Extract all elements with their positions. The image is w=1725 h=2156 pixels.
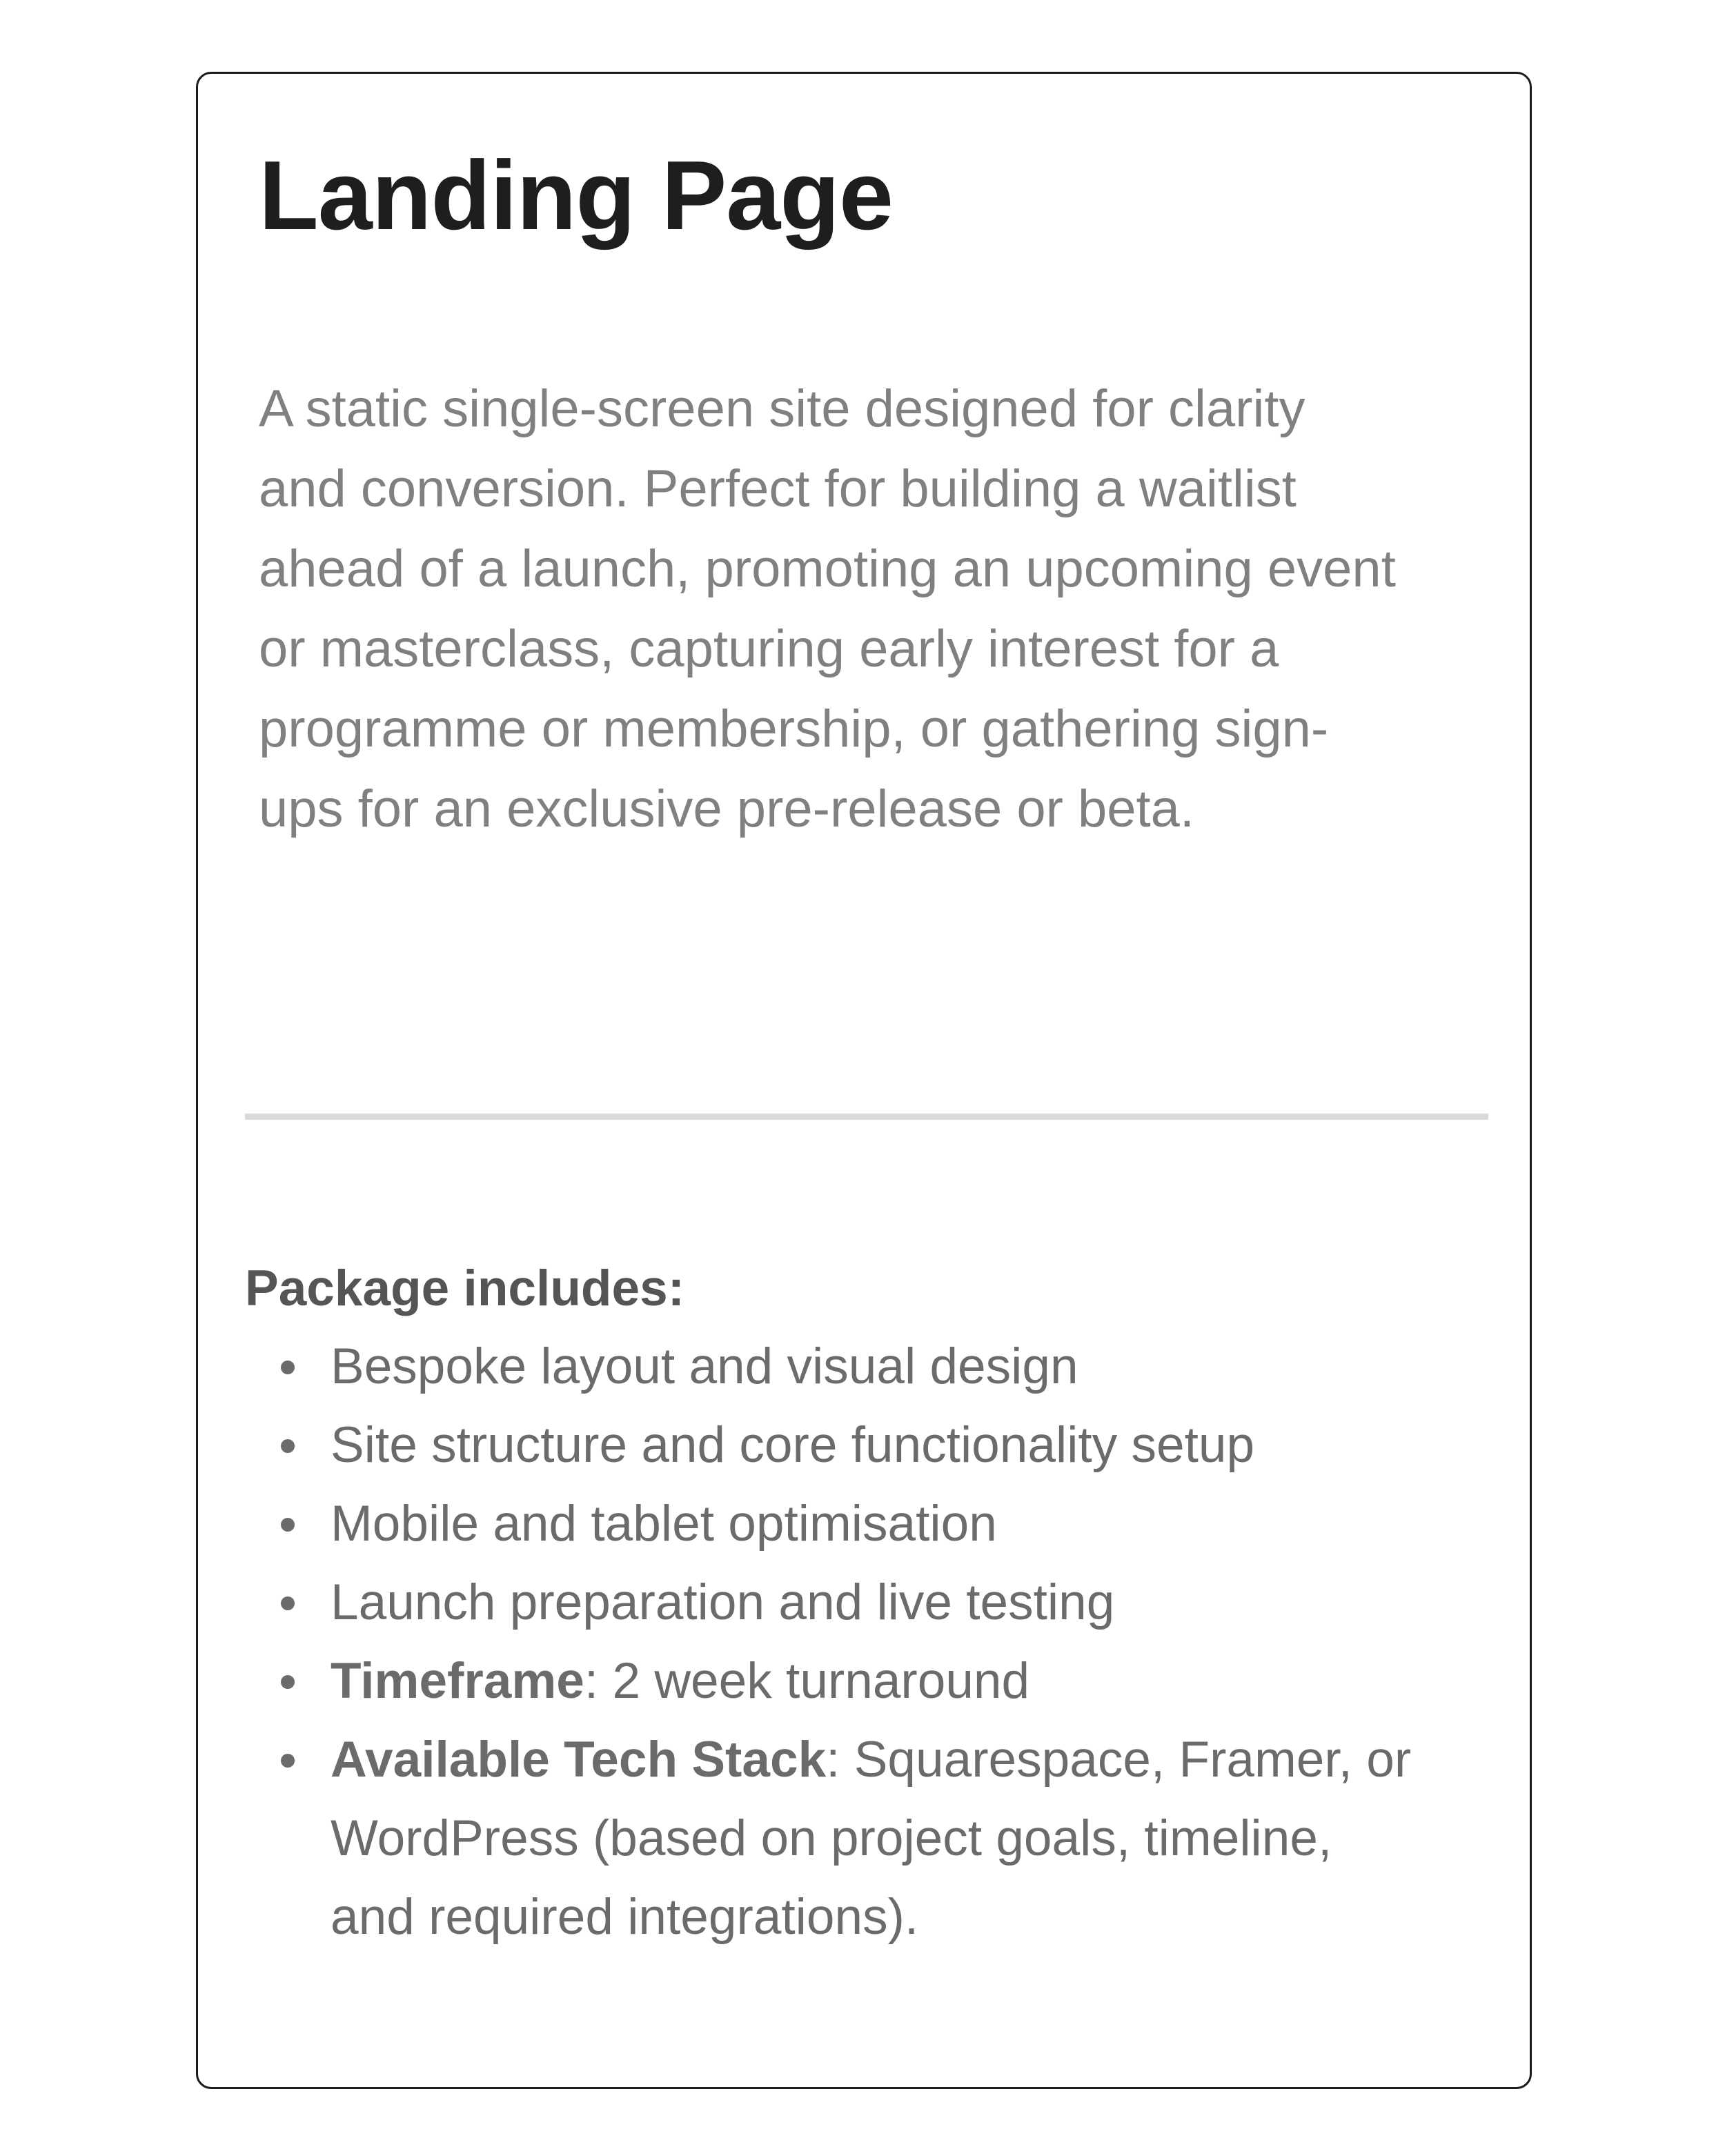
package-item [281,1406,1495,1485]
package-item [281,1485,1495,1563]
description-line: and conversion. Perfect for building a waitlist [259,459,1297,518]
bullet-icon [281,1675,295,1689]
package-item [281,1563,1495,1642]
package-item-line: and required integrations). [331,1889,919,1945]
package-item-timeframe [281,1642,1495,1721]
description-line: A static single-screen site designed for clarity [259,379,1305,438]
description-line: ups for an exclusive pre-release or beta. [259,780,1195,838]
section-divider [245,1114,1488,1120]
description-line: ahead of a launch, promoting an upcoming event [259,540,1396,598]
bullet-icon [281,1518,295,1532]
tech-stack-value: : Squarespace, Framer, or [826,1732,1412,1788]
package-item-line [331,1642,1495,1721]
timeframe-value: : 2 week turnaround [584,1653,1030,1709]
bullet-icon [281,1754,295,1768]
bullet-icon [281,1361,295,1374]
package-heading: Package includes: [245,1260,685,1316]
package-item-text: Bespoke layout and visual design [331,1338,1078,1394]
package-list [281,1327,1495,1957]
package-item-text: Launch preparation and live testing [331,1574,1115,1630]
package-item-text: Site structure and core functionality setup [331,1417,1255,1473]
bullet-icon [281,1596,295,1610]
card-title: Landing Page [259,141,893,250]
package-item [281,1327,1495,1406]
bullet-icon [281,1439,295,1453]
card-description [259,369,1446,849]
package-item-line [331,1721,1495,1799]
description-line: programme or membership, or gathering sign- [259,700,1329,758]
service-card [196,72,1532,2089]
tech-stack-label: Available Tech Stack [331,1732,827,1788]
timeframe-label: Timeframe [331,1653,584,1709]
description-line: or masterclass, capturing early interest for a [259,620,1279,678]
package-item-text: Mobile and tablet optimisation [331,1496,997,1552]
package-item-tech-stack [281,1721,1495,1957]
package-item-line: WordPress (based on project goals, timeline, [331,1810,1332,1866]
